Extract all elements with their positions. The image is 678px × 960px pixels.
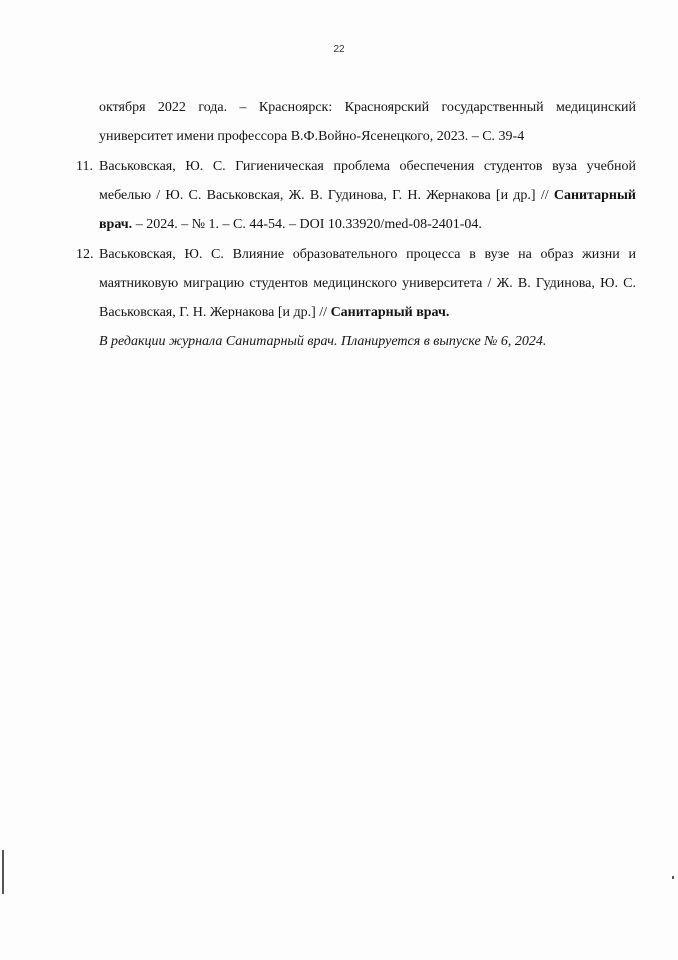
- reference-item-12: [76, 240, 636, 356]
- scan-edge-mark: [672, 876, 674, 879]
- page-number: 22: [333, 44, 345, 55]
- reference-number: 12.: [76, 247, 94, 262]
- reference-text: Васьковская, Ю. С. Гигиеническая проблема обеспечения студентов вуза учебной мебелью / Ю. С. Васьковская, Ж. В. Гудинова, Г. Н. Жернакова [и др.] //: [99, 159, 636, 203]
- reference-text: октября 2022 года. – Красноярск: Красноярский государственный медицинский университет имени профессора В.Ф.Войно-Ясенецкого, 2023. – С. 39-4: [99, 100, 636, 144]
- journal-title: Санитарный врач.: [99, 188, 636, 232]
- publication-note: В редакции журнала Санитарный врач. Планируется в выпуске № 6, 2024.: [99, 334, 547, 349]
- reference-list: [76, 93, 636, 357]
- journal-title: Санитарный врач.: [330, 305, 450, 320]
- reference-body: [99, 240, 636, 356]
- reference-body: [99, 152, 636, 239]
- reference-item-10-continuation: [76, 93, 636, 151]
- reference-item-11: [76, 152, 636, 239]
- reference-number: 11.: [76, 159, 93, 174]
- reference-details: – 2024. – № 1. – С. 44-54. – DOI 10.33920/med-08-2401-04.: [132, 217, 482, 232]
- scan-edge-mark: [2, 850, 4, 894]
- reference-text: Васьковская, Ю. С. Влияние образовательного процесса в вузе на образ жизни и маятниковую миграцию студентов медицинского университета / Ж. В. Гудинова, Ю. С. Васьковская, Г. Н. Жернакова [и др.] //: [99, 247, 636, 320]
